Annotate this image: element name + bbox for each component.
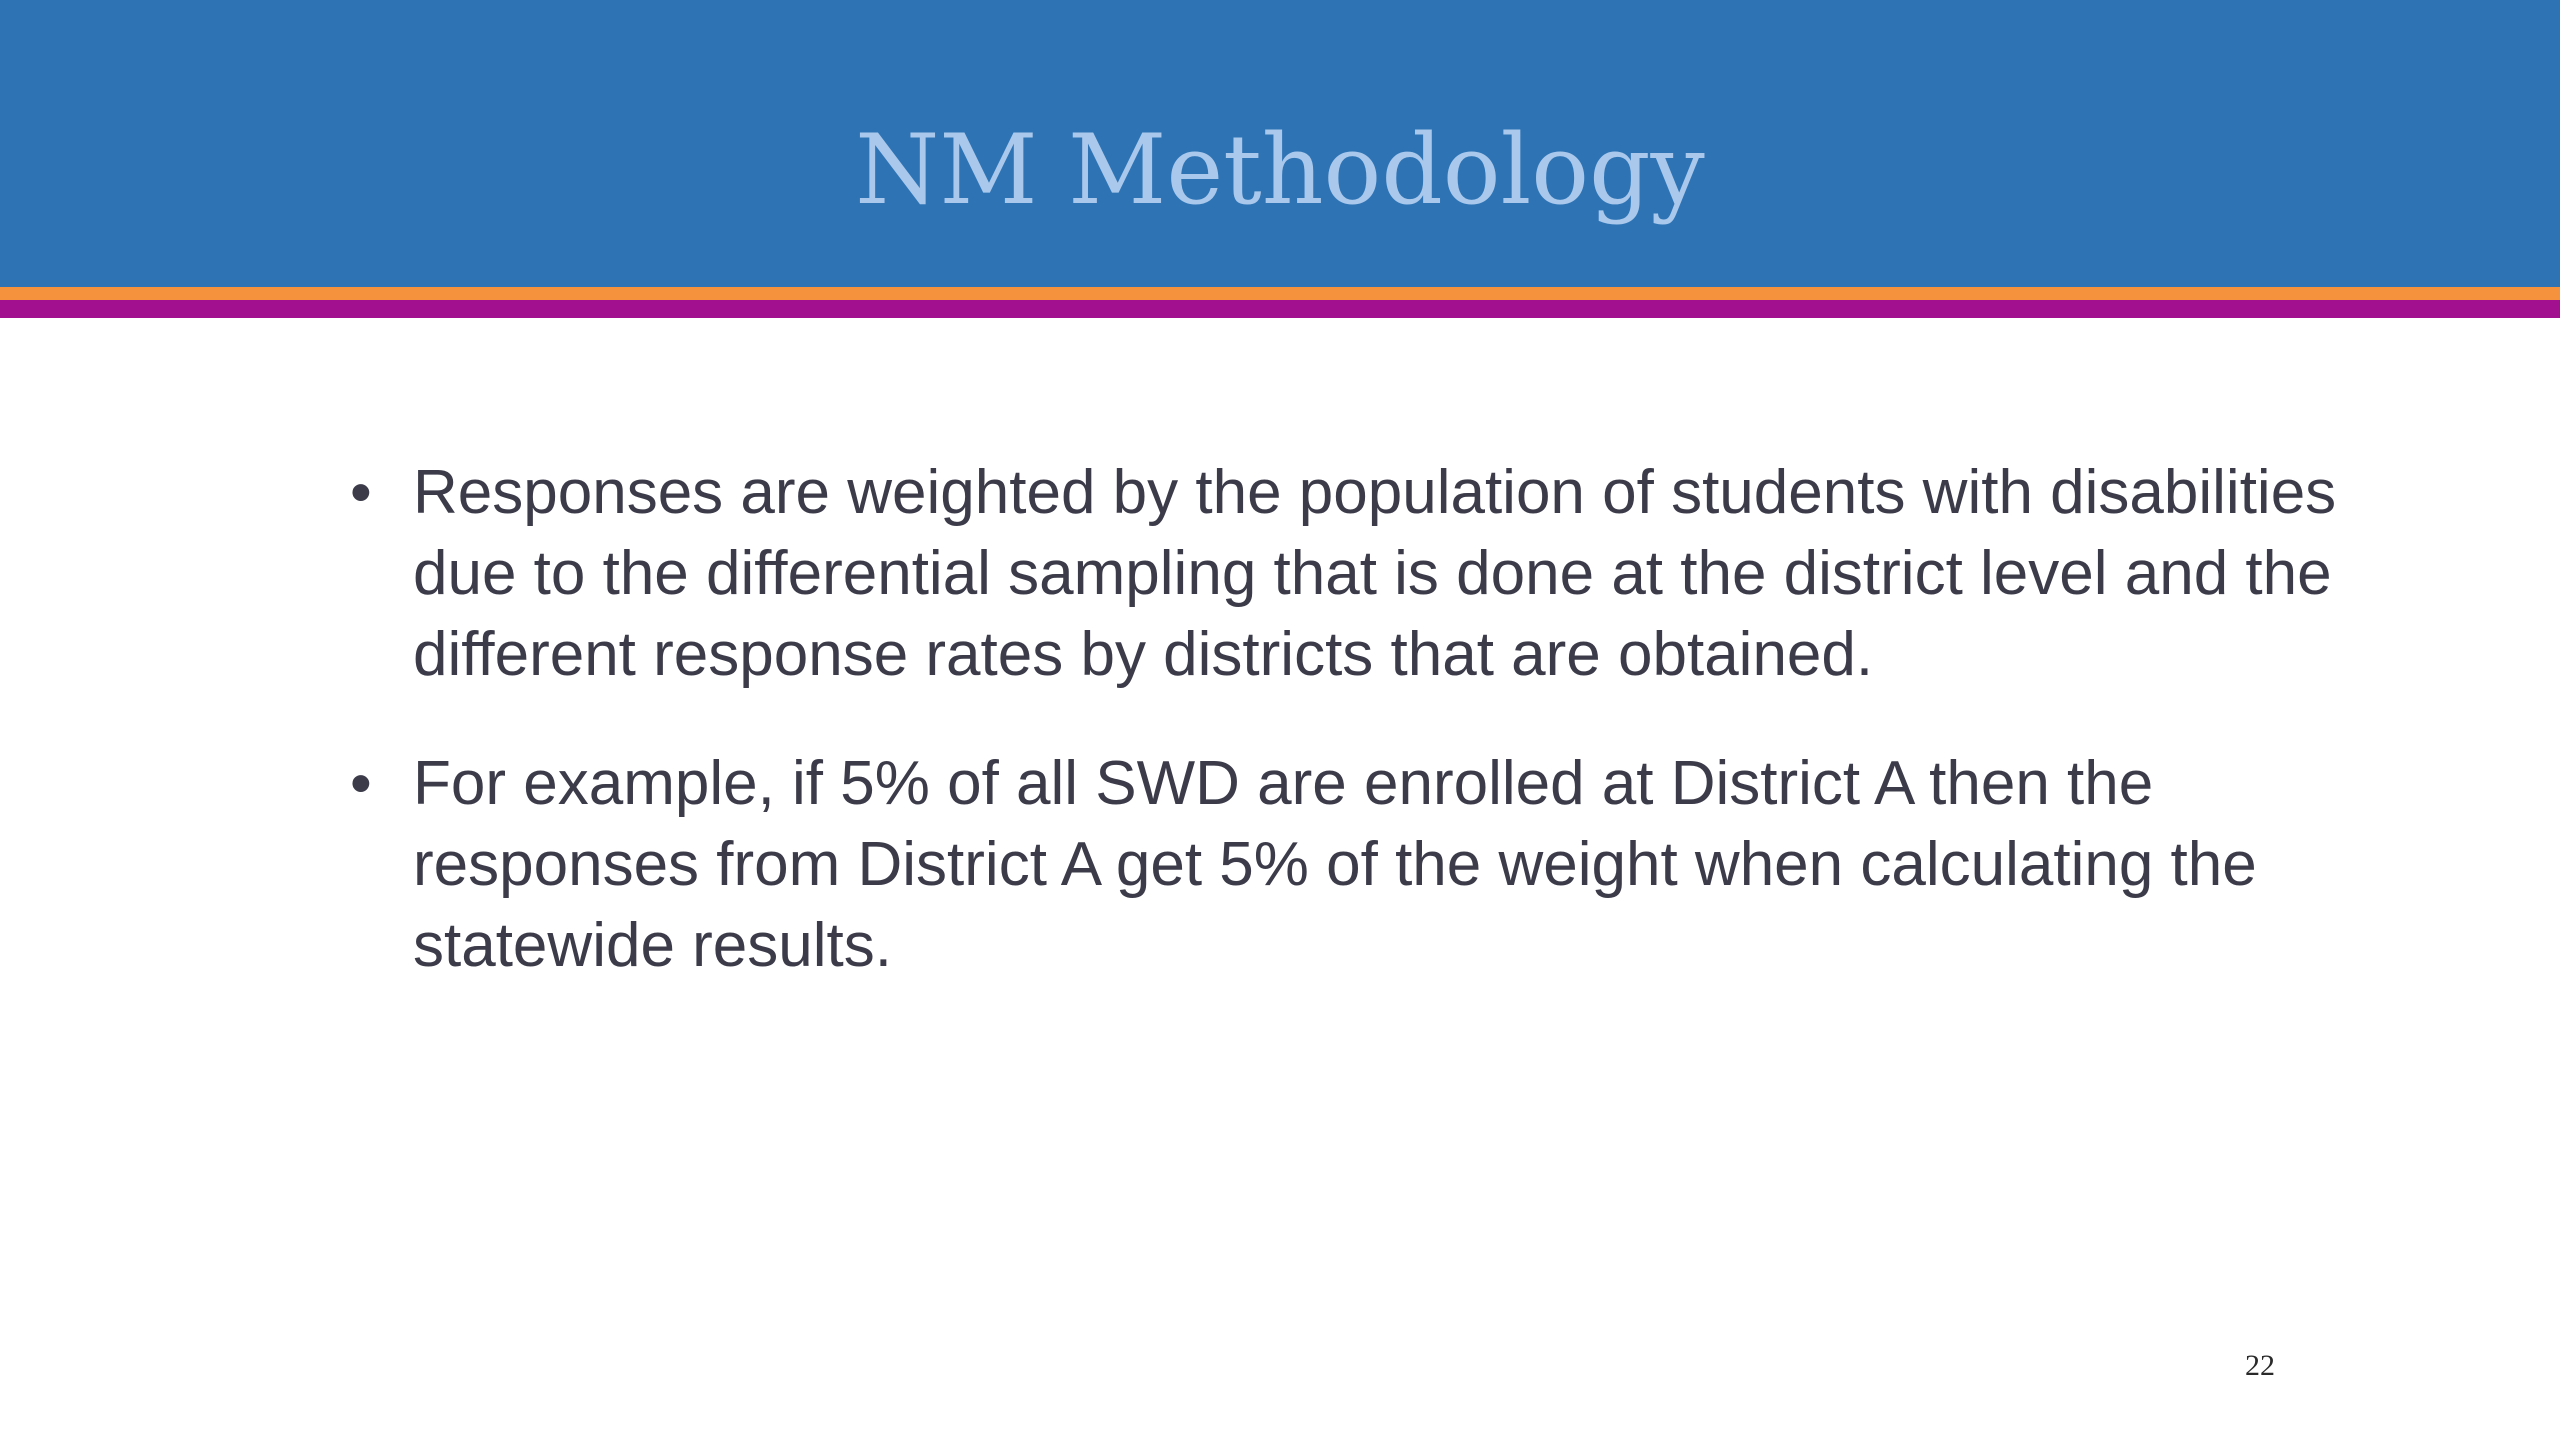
bullet-marker: • (350, 458, 372, 527)
bullet-list (350, 452, 2350, 1034)
bullet-item (350, 452, 2350, 695)
purple-divider-stripe (0, 300, 2560, 318)
bullet-item (350, 743, 2350, 986)
bullet-text: For example, if 5% of all SWD are enrolled at District A then the responses from District A get 5% of the weight when calculating the statewide results. (413, 749, 2257, 980)
slide-title: NM Methodology (855, 114, 1705, 226)
bullet-marker: • (350, 749, 372, 818)
orange-divider-stripe (0, 287, 2560, 300)
bullet-text: Responses are weighted by the population of students with disabilities due to the differential sampling that is done at the district level and the different response rates by districts that are obtained. (413, 458, 2337, 689)
page-number: 22 (2245, 1349, 2275, 1382)
